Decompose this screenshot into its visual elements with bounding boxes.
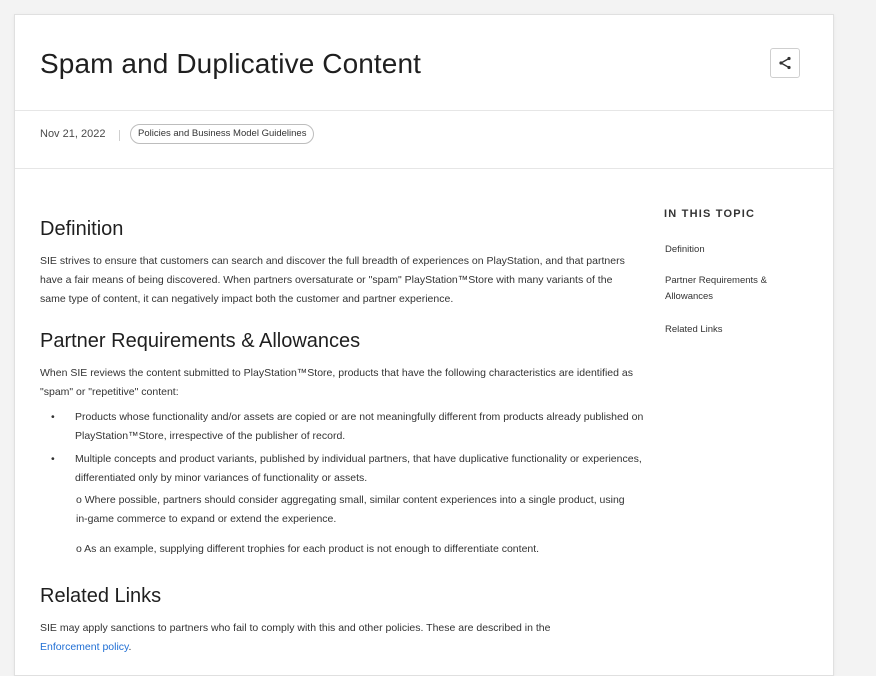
article-meta (15, 111, 833, 169)
publish-date: Nov 21, 2022 (40, 128, 106, 140)
category-tag[interactable]: Policies and Business Model Guidelines (130, 124, 314, 144)
requirements-intro: When SIE reviews the content submitted to PlayStation™Store, products that have the following characteristics are identified as "spam" or "repetitive" content: (40, 367, 633, 398)
page-title: Spam and Duplicative Content (40, 48, 422, 79)
meta-divider (119, 130, 120, 141)
list-item-text: Multiple concepts and product variants, published by individual partners, that have duplicative functionality or experiences, differentiated only by minor variances of functionality or assets. (75, 453, 642, 484)
article-header (15, 15, 833, 111)
bullet-dot: • (51, 411, 55, 423)
related-text (40, 619, 640, 657)
toc-heading: IN THIS TOPIC (664, 208, 756, 220)
share-button[interactable] (770, 48, 800, 78)
list-item-text: Products whose functionality and/or assets are copied or are not meaningfully different from products already published on PlayStation™Store, irrespective of the publisher of record. (75, 411, 644, 442)
related-body: SIE may apply sanctions to partners who fail to comply with this and other policies. These are described in the (40, 622, 551, 634)
sub-list-item: o Where possible, partners should consider aggregating small, similar content experiences into a single product, using in-game commerce to expand or extend the experience. (76, 494, 625, 525)
section-heading-related: Related Links (40, 585, 162, 607)
section-heading-definition: Definition (40, 218, 124, 240)
sub-list-item: o As an example, supplying different trophies for each product is not enough to differentiate content. (76, 543, 540, 555)
toc-item-requirements[interactable]: Partner Requirements & Allowances (665, 275, 767, 302)
share-icon (778, 56, 792, 70)
toc-item-related-links[interactable]: Related Links (665, 324, 723, 335)
bullet-dot: • (51, 453, 55, 465)
toc-item-definition[interactable]: Definition (665, 244, 705, 255)
enforcement-policy-link[interactable]: Enforcement policy (40, 641, 129, 653)
article-card (14, 14, 834, 676)
related-link-suffix: . (128, 641, 132, 653)
definition-text: SIE strives to ensure that customers can search and discover the full breadth of experiences on PlayStation, and that partners have a fair means of being discovered. When partners oversaturate or "spam" PlayStation™Store with many variants of the same type of content, it can negatively impact both the customer and partner experience. (40, 255, 625, 305)
section-heading-requirements: Partner Requirements & Allowances (40, 330, 361, 352)
